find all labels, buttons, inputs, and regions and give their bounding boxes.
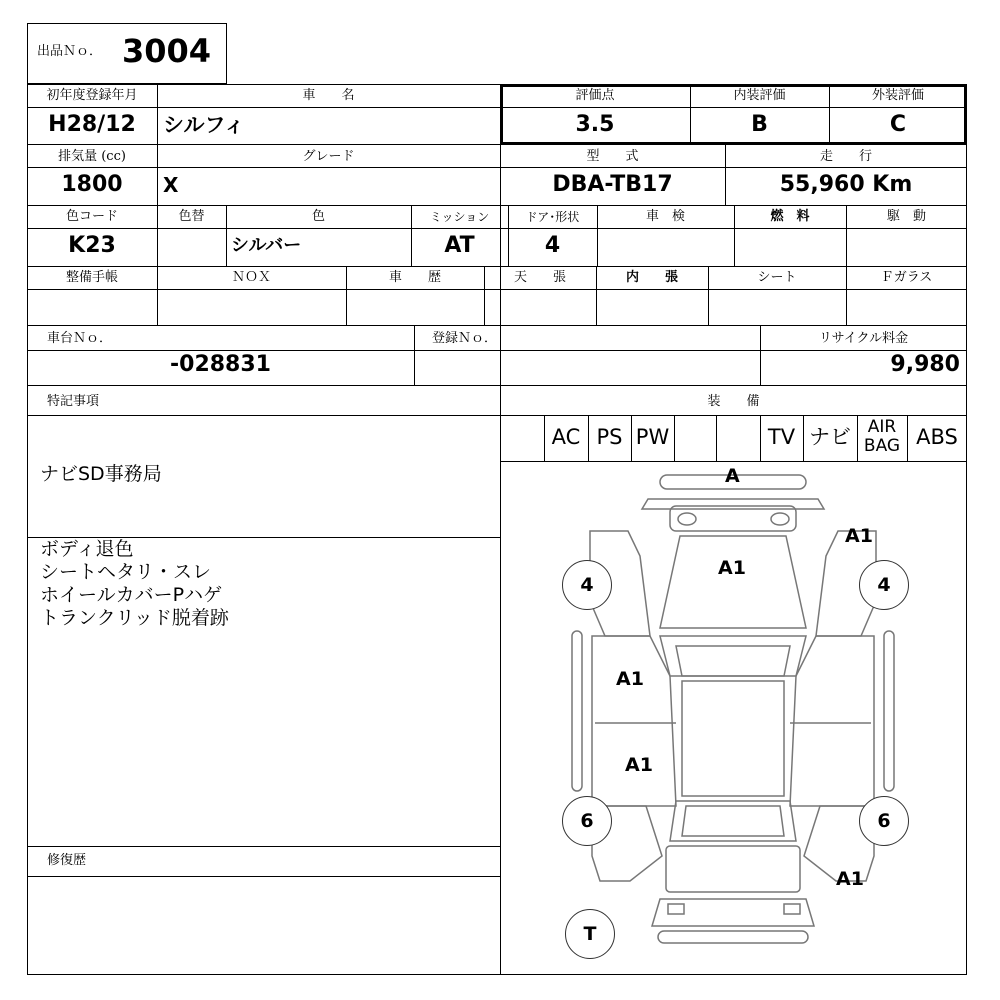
score-label: 評価点: [575, 88, 615, 103]
note-line-3: シートヘタリ・スレ: [40, 561, 212, 583]
tire-front-right: 4: [859, 560, 909, 610]
maintenance-book-label: 整備手帳: [65, 270, 118, 285]
score-value: 3.5: [575, 112, 615, 137]
car-name-label: 車 名: [302, 88, 355, 103]
color-change-label: 色替: [178, 209, 205, 224]
displacement-label: 排気量 (cc): [58, 149, 126, 164]
registration-number-value: [414, 347, 760, 383]
grade-label: グレード: [302, 149, 355, 164]
inspection-label: 車 検: [645, 209, 685, 224]
tire-rear-right: 6: [859, 796, 909, 846]
equip-abs: ABS: [916, 425, 958, 449]
drive-label: 駆 動: [886, 209, 926, 224]
equip-tv: TV: [767, 425, 796, 449]
repair-history-label: 修復歴: [47, 853, 87, 868]
mileage-value: 55,960 Km: [779, 172, 913, 197]
drive-value: [846, 228, 967, 264]
note-line-4: ホイールカバーPハゲ: [40, 584, 223, 606]
note-line-5: トランクリッド脱着跡: [40, 607, 229, 629]
transmission-label: ミッション: [429, 210, 490, 224]
fuel-label: 燃 料: [770, 209, 810, 224]
tire-front-left: 4: [562, 560, 612, 610]
interior-grade-value: B: [751, 112, 768, 137]
fuel-value: [734, 228, 846, 264]
model-code-value: DBA-TB17: [552, 172, 673, 197]
transmission-value: AT: [444, 233, 475, 258]
notes-list: [40, 538, 229, 630]
car-history-label: 車 歴: [388, 270, 441, 285]
door-shape-value: 4: [544, 233, 561, 258]
headliner-label: 天 張: [513, 270, 566, 285]
car-damage-diagram: [500, 461, 967, 975]
interior-grade-label: 内装評価: [733, 88, 786, 103]
model-code-label: 型 式: [586, 149, 639, 164]
lot-number: 3004: [122, 32, 212, 70]
grade-value: X: [163, 173, 179, 197]
lot-number-label: 出品Ｎｏ．: [37, 44, 103, 59]
recycle-fee-label: リサイクル料金: [818, 331, 909, 346]
equip-ps: PS: [596, 425, 623, 449]
chassis-number-value: -028831: [170, 352, 271, 377]
exterior-grade-label: 外装評価: [871, 88, 924, 103]
first-registration-label: 初年度登録年月: [46, 88, 138, 103]
color-code-value: K23: [68, 233, 116, 258]
equip-ac: AC: [551, 425, 581, 449]
color-change-value: [157, 228, 226, 264]
windshield-label: Ｆガラス: [880, 270, 933, 285]
exterior-grade-value: C: [889, 112, 907, 137]
damage-mark-hood: A1: [718, 557, 746, 579]
color-label: 色: [311, 209, 325, 224]
damage-mark-rear-bumper: A1: [836, 868, 864, 890]
equip-pw: PW: [635, 425, 670, 449]
first-registration-value: H28/12: [48, 112, 136, 137]
chassis-number-label: 車台Ｎｏ．: [47, 331, 113, 346]
mileage-label: 走 行: [819, 149, 872, 164]
color-value: シルバー: [231, 235, 302, 256]
damage-mark-front-bumper: A: [725, 465, 740, 487]
equip-airbag: AIR BAG: [863, 417, 901, 456]
equip-navi: ナビ: [809, 425, 851, 449]
damage-mark-left-rear-door: A1: [625, 754, 653, 776]
registration-number-label: 登録Ｎｏ．: [432, 331, 498, 346]
door-shape-label: ドア･形状: [525, 210, 580, 224]
damage-mark-right-fender: A1: [845, 525, 873, 547]
interior-panel-label: 内 張: [625, 270, 678, 285]
inspection-value: [597, 228, 734, 264]
car-name-value: シルフィ: [163, 113, 245, 137]
seat-label: シート: [757, 270, 797, 285]
recycle-fee-value: 9,980: [890, 352, 960, 377]
nox-label: ＮＯＸ: [231, 270, 271, 285]
color-code-label: 色コード: [65, 209, 118, 224]
note-line-1: ナビSD事務局: [40, 463, 162, 485]
displacement-value: 1800: [61, 172, 123, 197]
damage-mark-left-front-door: A1: [616, 668, 644, 690]
tire-spare: T: [565, 909, 615, 959]
note-line-2: ボディ退色: [40, 538, 134, 560]
tire-rear-left: 6: [562, 796, 612, 846]
notes-label: 特記事項: [47, 394, 100, 409]
equipment-label: 装 備: [707, 394, 760, 409]
